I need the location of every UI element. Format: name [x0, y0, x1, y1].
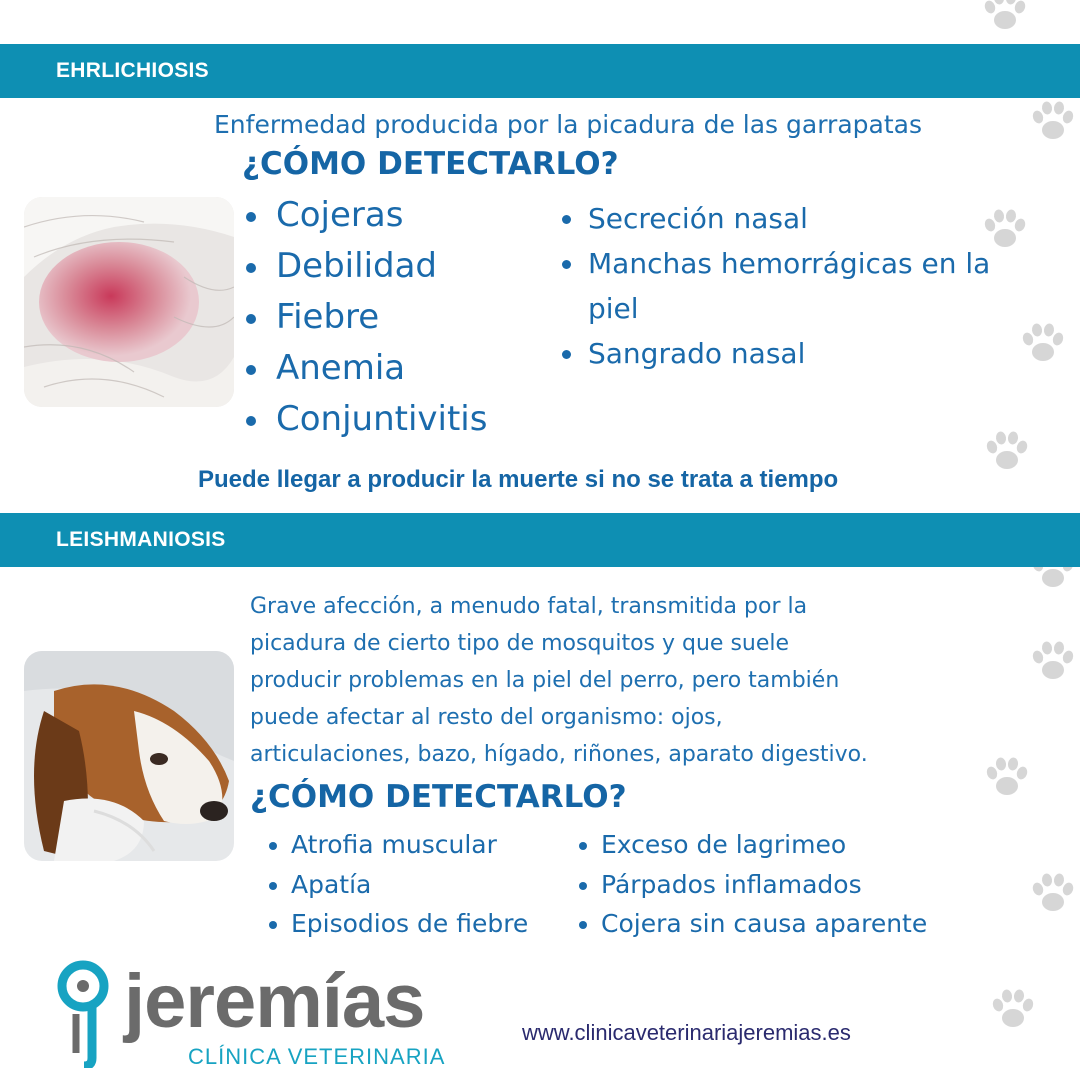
list-item: Episodios de fiebre	[264, 904, 528, 944]
paw-print-icon	[1028, 868, 1078, 918]
paw-print-icon	[1028, 636, 1078, 686]
paw-print-icon	[1028, 96, 1078, 146]
ehrlichiosis-symptoms-left	[242, 190, 487, 445]
list-item: Atrofia muscular	[264, 825, 528, 865]
leishmaniosis-symptoms-right	[574, 825, 927, 944]
leishmaniosis-heading: ¿CÓMO DETECTARLO?	[250, 779, 627, 815]
ehrlichiosis-symptoms-right	[558, 196, 1028, 376]
website-link[interactable]: www.clinicaveterinariajeremias.es	[522, 1020, 851, 1045]
leishmaniosis-header-band	[0, 513, 1080, 567]
ehrlichiosis-title: EHRLICHIOSIS	[56, 59, 209, 82]
paw-print-icon	[980, 0, 1030, 36]
brand-name: jeremías	[124, 959, 425, 1044]
list-item: Anemia	[242, 343, 487, 394]
list-item: Conjuntivitis	[242, 394, 487, 445]
leishmaniosis-description: Grave afección, a menudo fatal, transmitida por la picadura de cierto tipo de mosquitos y que suele producir problemas en la piel del perro, pero también puede afectar al resto del organismo: ojos, articulaciones, bazo, hígado, riñones, aparato digestivo.	[250, 594, 868, 767]
list-item: Apatía	[264, 865, 528, 905]
ehrlichiosis-header-band	[0, 44, 1080, 98]
list-item: Exceso de lagrimeo	[574, 825, 927, 865]
ehrlichiosis-warning: Puede llegar a producir la muerte si no se trata a tiempo	[198, 466, 839, 493]
jeremias-logo-icon	[54, 958, 114, 1068]
list-item: Debilidad	[242, 241, 487, 292]
leishmaniosis-title: LEISHMANIOSIS	[56, 528, 226, 551]
list-item: Cojeras	[242, 190, 487, 241]
leishmaniosis-symptoms-left	[264, 825, 528, 944]
ehrlichiosis-intro: Enfermedad producida por la picadura de las garrapatas	[214, 110, 922, 139]
list-item: Manchas hemorrágicas en la piel	[558, 241, 1028, 331]
brand-subtitle: CLÍNICA VETERINARIA	[188, 1044, 446, 1069]
ehrlichiosis-heading: ¿CÓMO DETECTARLO?	[242, 146, 619, 182]
skin-lesion-photo	[24, 197, 234, 407]
beagle-photo	[24, 651, 234, 861]
list-item: Sangrado nasal	[558, 331, 1028, 376]
list-item: Secreción nasal	[558, 196, 1028, 241]
paw-print-icon	[982, 426, 1032, 476]
list-item: Cojera sin causa aparente	[574, 904, 927, 944]
paw-print-icon	[988, 984, 1038, 1034]
list-item: Párpados inflamados	[574, 865, 927, 905]
list-item: Fiebre	[242, 292, 487, 343]
